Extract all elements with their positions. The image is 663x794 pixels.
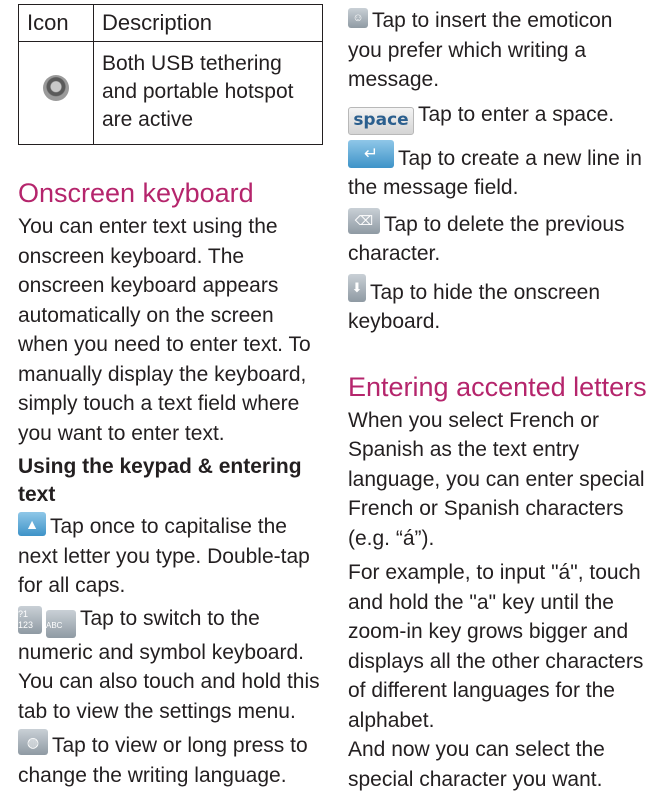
hide-keyboard-key-text: Tap to hide the onscreen keyboard. <box>348 280 600 333</box>
space-key-icon: space <box>348 107 414 135</box>
keypad-subheading: Using the keypad & entering text <box>18 455 302 506</box>
table-description-cell: Both USB tethering and portable hotspot are active <box>94 42 323 145</box>
accented-paragraph-1: When you select French or Spanish as the text entry language, you can enter special French or Spanish characters (e.g. “á”). <box>348 408 645 550</box>
table-header-row <box>19 5 323 42</box>
delete-key-text: Tap to delete the previous character. <box>348 212 625 265</box>
enter-key-text: Tap to create a new line in the message field. <box>348 146 642 199</box>
list-item <box>348 6 648 95</box>
icon-table <box>18 4 323 145</box>
space-key-text: Tap to enter a space. <box>418 102 615 126</box>
emoticon-key-icon: ☺ <box>348 8 368 28</box>
hide-keyboard-key-icon: ⬇ <box>348 274 366 302</box>
globe-key-icon: ◍ <box>18 729 48 755</box>
list-item <box>348 208 648 269</box>
table-header-description: Description <box>94 5 323 42</box>
onscreen-keyboard-paragraph: You can enter text using the onscreen keyboard. The onscreen keyboard appears automatically on the screen when you need to enter text. To manually display the keyboard, simply touch a text field where you want to enter text. <box>18 215 311 445</box>
list-item <box>18 512 323 601</box>
table-header-icon: Icon <box>19 5 94 42</box>
abc-key-icon: ABC <box>46 610 76 638</box>
right-column <box>348 0 648 794</box>
onscreen-keyboard-heading: Onscreen keyboard <box>18 178 254 208</box>
delete-key-icon: ⌫ <box>348 208 380 234</box>
shift-key-icon: ▲ <box>18 512 46 536</box>
table-icon-cell <box>19 42 94 145</box>
table-row <box>19 42 323 145</box>
accented-paragraph-2: For example, to input "á", touch and hold the "a" key until the zoom-in key grows bigger and displays all the other characters of different languages for the alphabet. <box>348 561 644 732</box>
numeric-key-icon: ?1 123 <box>18 606 42 634</box>
list-item <box>18 729 323 790</box>
list-item <box>348 100 648 135</box>
left-column <box>18 0 323 790</box>
emoticon-key-text: Tap to insert the emoticon you prefer which writing a message. <box>348 9 613 91</box>
accented-letters-heading: Entering accented letters <box>348 371 647 402</box>
usb-tether-hotspot-icon <box>43 75 69 101</box>
list-item <box>348 140 648 203</box>
shift-key-text: Tap once to capitalise the next letter you type. Double-tap for all caps. <box>18 515 310 597</box>
accented-paragraph-3: And now you can select the special character you want. <box>348 738 605 791</box>
numeric-abc-key-text: Tap to switch to the numeric and symbol keyboard. You can also touch and hold this tab to view the settings menu. <box>18 606 320 723</box>
list-item <box>348 274 648 337</box>
globe-key-text: Tap to view or long press to change the writing language. <box>18 734 308 787</box>
enter-key-icon: ↵ <box>348 140 394 168</box>
list-item <box>18 604 323 727</box>
